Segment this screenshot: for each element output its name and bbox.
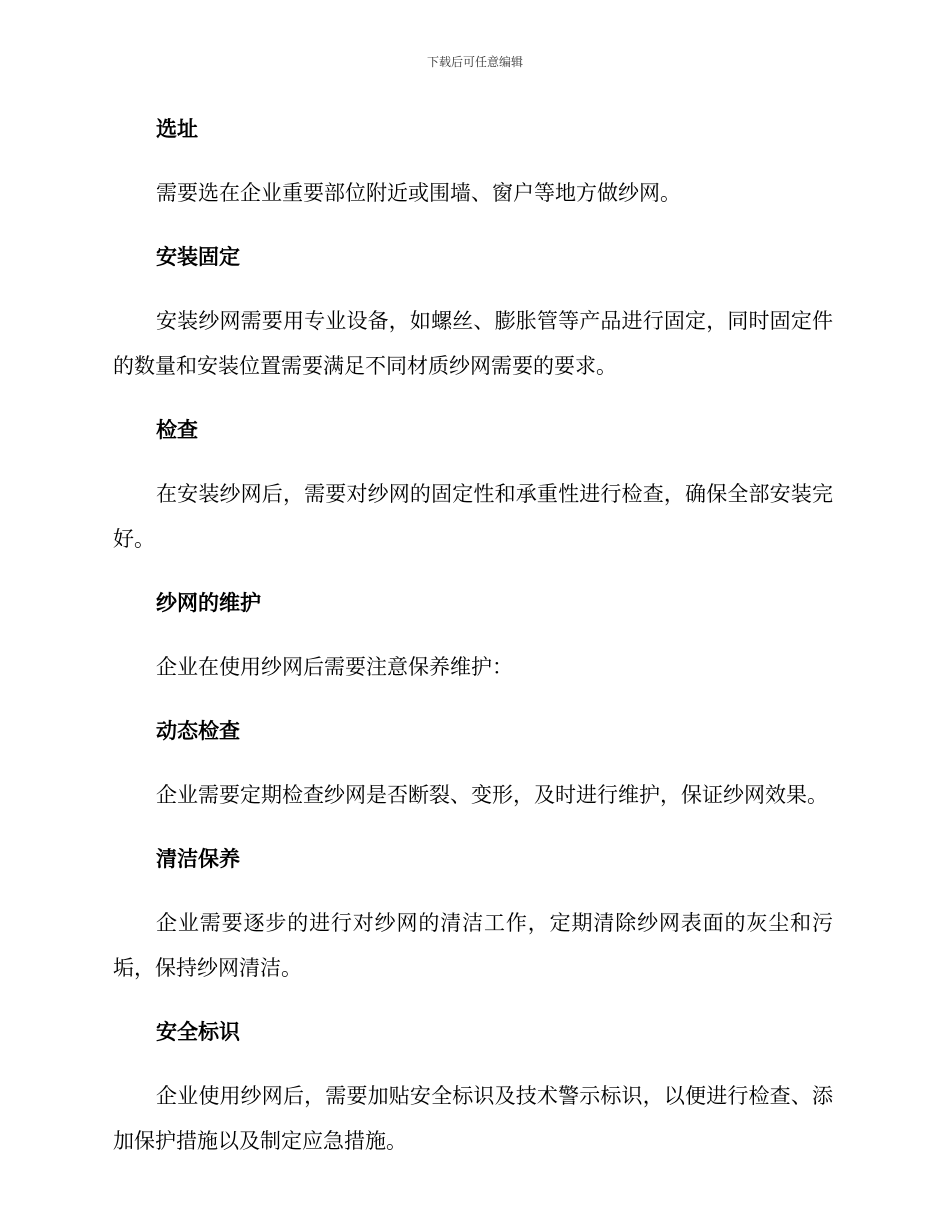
section-paragraph-maintenance: 企业在使用纱网后需要注意保养维护： — [156, 655, 513, 679]
section-paragraph-safety-signs: 企业使用纱网后，需要加贴安全标识及技术警示标识，以便进行检查、添加保护措施以及制定应急措施。 — [113, 1084, 833, 1153]
section-paragraph-installation: 安装纱网需要用专业设备，如螺丝、膨胀管等产品进行固定，同时固定件的数量和安装位置需要满足不同材质纱网需要的要求。 — [113, 309, 833, 378]
section-heading-dynamic-inspection: 动态检查 — [156, 719, 240, 743]
section-heading-installation: 安装固定 — [156, 245, 240, 269]
section-heading-safety-signs: 安全标识 — [156, 1020, 240, 1044]
section-paragraph-dynamic-inspection: 企业需要定期检查纱网是否断裂、变形，及时进行维护，保证纱网效果。 — [156, 783, 828, 807]
section-heading-cleaning: 清洁保养 — [156, 847, 240, 871]
section-heading-maintenance: 纱网的维护 — [156, 591, 261, 615]
section-heading-site-selection: 选址 — [156, 117, 198, 141]
section-paragraph-cleaning: 企业需要逐步的进行对纱网的清洁工作，定期清除纱网表面的灰尘和污垢，保持纱网清洁。 — [113, 911, 833, 980]
section-paragraph-inspection: 在安装纱网后，需要对纱网的固定性和承重性进行检查，确保全部安装完好。 — [113, 482, 833, 551]
document-body — [113, 114, 833, 1164]
page-header: 下载后可任意编辑 — [426, 55, 523, 69]
section-paragraph-site-selection: 需要选在企业重要部位附近或围墙、窗户等地方做纱网。 — [156, 181, 681, 205]
section-heading-inspection: 检查 — [156, 418, 198, 442]
